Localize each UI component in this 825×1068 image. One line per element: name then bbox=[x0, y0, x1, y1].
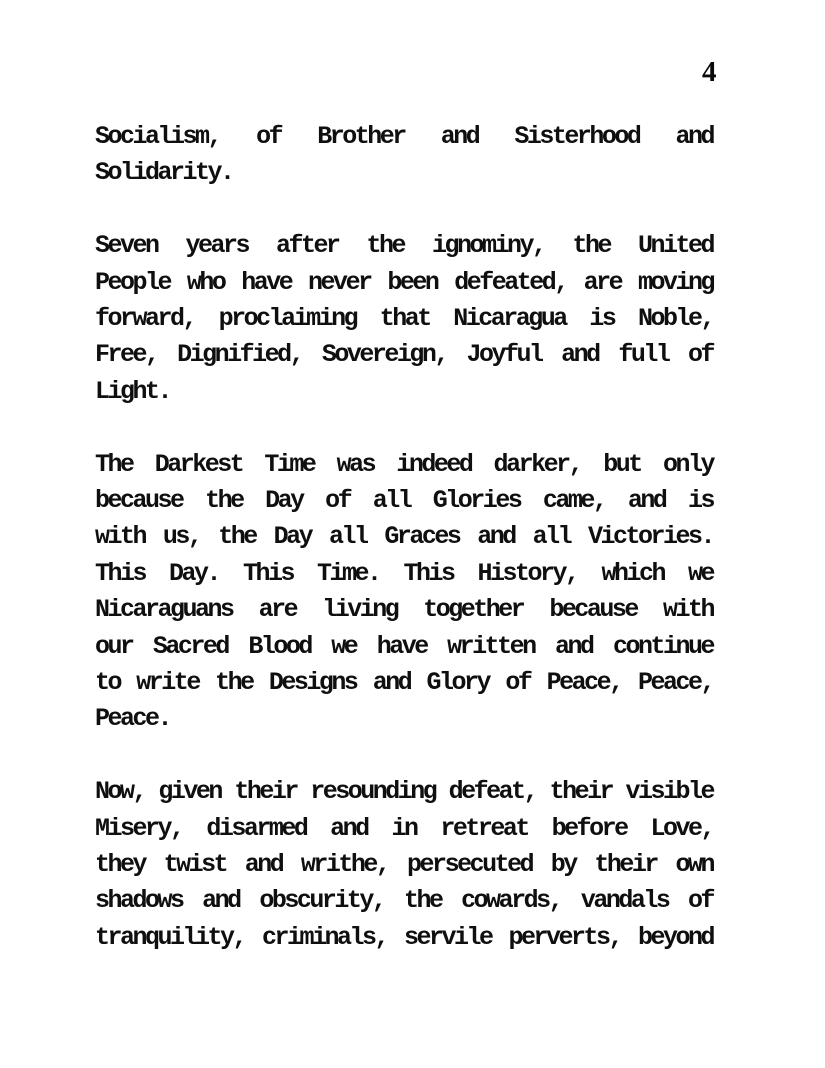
text-line: to write the Designs and Glory of Peace, Peace, bbox=[95, 668, 713, 698]
text-line: The Darkest Time was indeed darker, but only bbox=[95, 449, 713, 479]
paragraph bbox=[95, 228, 713, 410]
text-line: tranquility, criminals, servile perverts, beyond bbox=[95, 922, 713, 952]
text-line: People who have never been defeated, are moving bbox=[95, 267, 713, 297]
paragraph bbox=[95, 774, 713, 956]
paragraph bbox=[95, 119, 713, 192]
text-line: Socialism, of Brother and Sisterhood and bbox=[95, 122, 713, 151]
text-line: Peace. bbox=[95, 704, 171, 734]
text-line: Misery, disarmed and in retreat before Love, bbox=[95, 813, 713, 843]
text-line: Light. bbox=[95, 376, 171, 406]
text-line: Nicaraguans are living together because with bbox=[95, 595, 713, 625]
text-line: Seven years after the ignominy, the United bbox=[95, 231, 713, 261]
text-line: because the Day of all Glories came, and is bbox=[95, 486, 713, 516]
text-line: Solidarity. bbox=[95, 158, 233, 188]
text-line: forward, proclaiming that Nicaragua is Noble, bbox=[95, 304, 713, 334]
page-number: 4 bbox=[702, 56, 717, 88]
text-line: our Sacred Blood we have written and continue bbox=[95, 631, 713, 661]
text-line: Free, Dignified, Sovereign, Joyful and full of bbox=[95, 340, 713, 370]
text-line: with us, the Day all Graces and all Victories. bbox=[95, 522, 713, 552]
text-line: they twist and writhe, persecuted by their own bbox=[95, 850, 713, 880]
text-line: This Day. This Time. This History, which we bbox=[95, 558, 713, 588]
page-body bbox=[95, 119, 713, 993]
text-line: Now, given their resounding defeat, their visible bbox=[95, 777, 713, 807]
paragraph bbox=[95, 447, 713, 738]
text-line: shadows and obscurity, the cowards, vandals of bbox=[95, 886, 713, 916]
